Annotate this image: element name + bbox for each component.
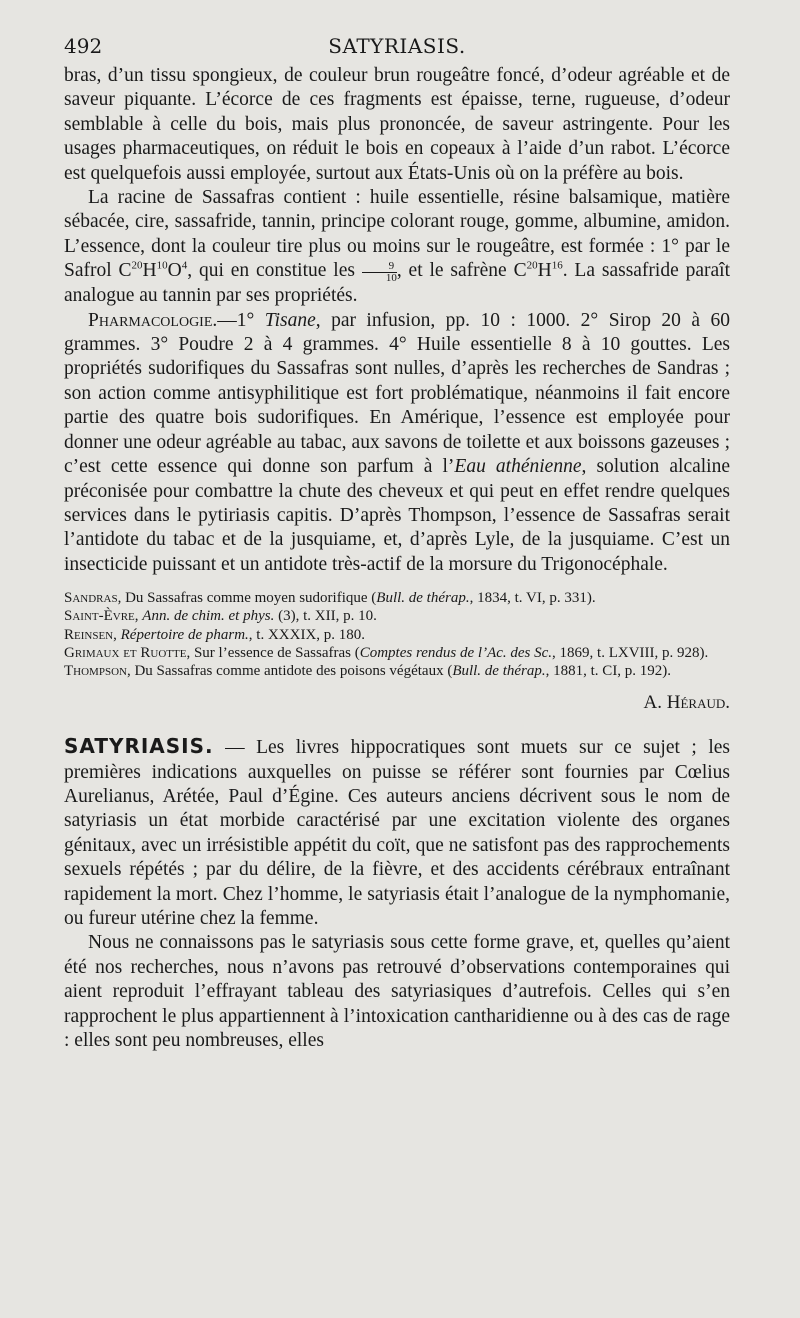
- article-headword: SATYRIASIS.: [64, 734, 214, 759]
- paragraph-bark-description: bras, d’un tissu spongieux, de couleur brun rougeâtre foncé, d’odeur agréable et de saveur piquante. L’écorce de ces fragments est épaisse, terne, rugueuse, d’odeur semblable à celle du bois, mais plus prononcée, de saveur astringente. Pour les usages pharmaceutiques, on réduit le bois en copeaux à l’aide d’un rabot. L’écorce est quelquefois aussi employée, surtout aux États-Unis où on la préfère au bois.: [64, 65, 730, 184]
- running-title: SATYRIASIS.: [328, 34, 466, 58]
- author-signature: A. Héraud.: [643, 692, 730, 714]
- section-label-pharmacologie: Pharmacologie.: [88, 309, 218, 331]
- bibliography: [64, 589, 730, 680]
- reference-item: Sandras, Du Sassafras comme moyen sudorifique (Bull. de thérap., 1834, t. VI, p. 331).: [64, 590, 596, 607]
- paragraph-root-composition: La racine de Sassafras contient : huile essentielle, résine balsamique, matière sébacée, cire, sassafride, tannin, principe colorant rouge, gomme, albumine, amidon. L’essence, dont la couleur tire plus ou moins sur le rougeâtre, est formée : 1° par le Safrol $C^{20}H^{10}O^4$, qui en constitue les $\frac{9}{10}$ , et le safrène $C^{20}H^{16}$. La sassafride paraît analogue au tannin par ses propriétés.: [64, 187, 730, 307]
- running-header: [64, 34, 730, 58]
- reference-item: Reinsen, Répertoire de pharm., t. XXXIX, p. 180.: [64, 626, 366, 643]
- reference-item: Grimaux et Ruotte, Sur l’essence de Sassafras (Comptes rendus de l’Ac. des Sc., 1869, t. LXVIII, p. 928).: [64, 644, 709, 661]
- page-number: 492: [64, 34, 103, 58]
- paragraph-satyriasis-intro: SATYRIASIS. — Les livres hippocratiques sont muets sur ce sujet ; les premières indications auxquelles on puisse se référer sont fournies par Cœlius Aurelianus, Arétée, Paul d’Égine. Ces auteurs anciens décrivent sous le nom de satyriasis un état morbide caractérisé par une excitation violente des organes génitaux, avec un irrésistible appétit du coït, que ne satisfont pas des rapprochements sexuels répétés ; par du délire, de la fièvre, et des accidents cérébraux entraînant rapidement la mort. Chez l’homme, le satyriasis était l’analogue de la nymphomanie, ou fureur utérine chez la femme.: [64, 734, 730, 929]
- reference-item: Saint-Èvre, Ann. de chim. et phys. (3), t. XII, p. 10.: [64, 608, 377, 625]
- reference-item: Thompson, Du Sassafras comme antidote des poisons végétaux (Bull. de thérap., 1881, t. CI, p. 192).: [64, 662, 672, 679]
- paragraph-pharmacology: Pharmacologie.—1° Tisane, par infusion, pp. 10 : 1000. 2° Sirop 20 à 60 grammes. 3° Poudre 2 à 4 grammes. 4° Huile essentielle 8 à 10 gouttes. Les propriétés sudorifiques du Sassafras sont nulles, d’après les recherches de Sandras ; son action comme antisyphilitique est fort problématique, néanmoins il fait encore partie des quatre bois sudorifiques. En Amérique, l’essence est employée pour donner une odeur agréable au tabac, aux savons de toilette et aux boissons gazeuses ; c’est cette essence qui donne son parfum à l’Eau athénienne, solution alcaline préconisée pour combattre la chute des cheveux et qui peut en effet rendre quelques services dans le pytiriasis capitis. D’après Thompson, l’essence de Sassafras serait l’antidote du tabac et de la jusquiame, et, d’après Lyle, de la jusquiame. C’est un insecticide puissant et un antidote très-actif de la morsure du Trigonocéphale.: [64, 309, 731, 575]
- article-satyriasis: [64, 734, 730, 1053]
- fraction: $\frac{9}{10}$: [362, 261, 397, 284]
- paragraph-satyriasis-modern: Nous ne connaissons pas le satyriasis sous cette forme grave, et, quelles qu’aient été nos recherches, nous n’avons pas retrouvé d’observations contemporaines qui aient reproduit l’effrayant tableau des satyriasiques d’autrefois. Celles qui s’en rapprochent le plus appartiennent à l’intoxication cantharidienne ou à des cas de rage : elles sont peu nombreuses, elles: [64, 932, 730, 1052]
